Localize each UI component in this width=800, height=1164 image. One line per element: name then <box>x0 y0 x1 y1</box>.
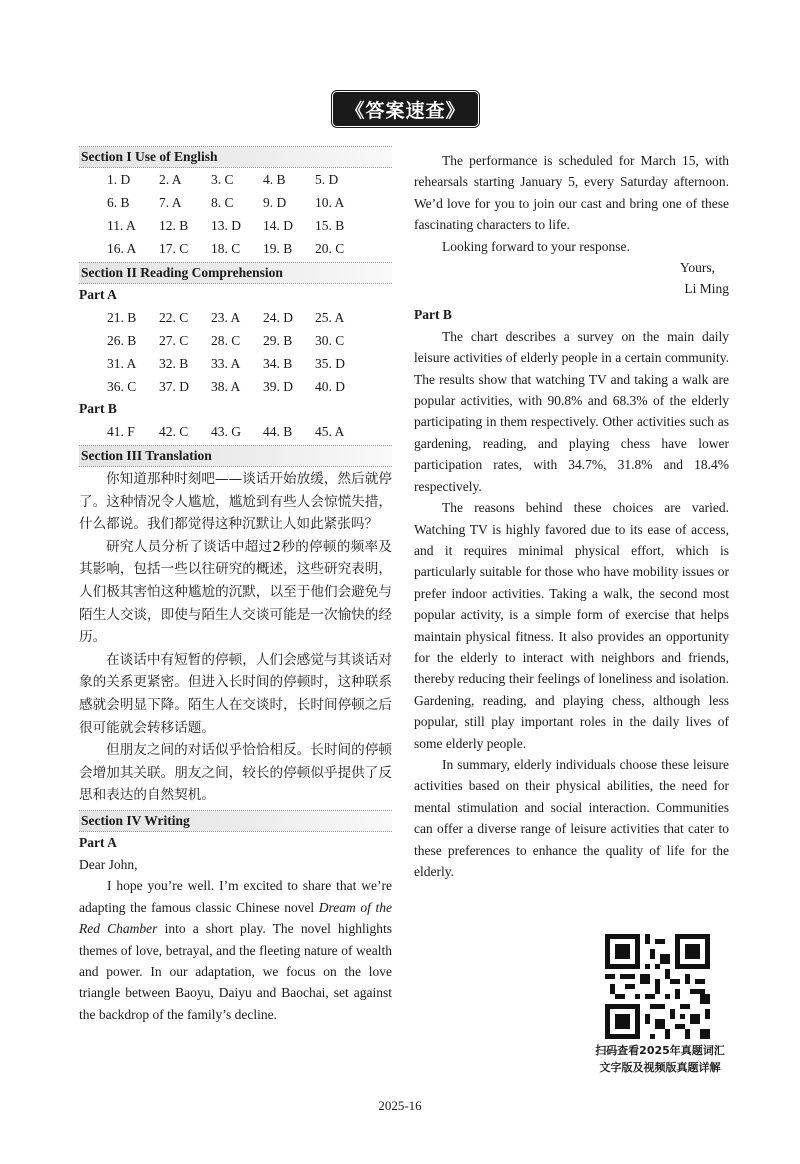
translation-text <box>79 468 392 807</box>
answer-item: 4. B <box>263 172 286 187</box>
novel-title: Dream of the Red Chamber <box>79 899 392 937</box>
answer-item: 9. D <box>263 195 287 210</box>
banner-title: 《答案速查》 <box>345 99 466 122</box>
answer-row <box>79 306 392 329</box>
letter-signature: Li Ming <box>684 281 729 297</box>
qr-caption-line: 文字版及视频版真题详解 <box>599 1061 721 1074</box>
answer-item: 41. F <box>107 424 135 439</box>
left-column <box>79 146 392 1025</box>
answer-item: 30. C <box>315 333 345 348</box>
section-2-part-a-answers <box>79 306 392 398</box>
answer-item: 5. D <box>315 172 339 187</box>
section-4-part-a: Part A <box>79 834 117 850</box>
answer-item: 21. B <box>107 310 137 325</box>
translation-paragraph: 在谈话中有短暂的停顿，人们会感觉与其谈话对象的关系更紧密。但进入长时间的停顿时，这种联系感就会明显下降。陌生人在交谈时，长时间停顿之后很可能就会转移话题。 <box>79 651 392 736</box>
answer-item: 22. C <box>159 310 189 325</box>
letter-closing: Yours, <box>679 260 715 276</box>
answer-row <box>79 214 392 237</box>
letter-salutation: Dear John, <box>79 856 138 872</box>
answer-item: 24. D <box>263 310 293 325</box>
answer-item: 20. C <box>315 241 345 256</box>
answer-item: 3. C <box>211 172 234 187</box>
answer-item: 32. B <box>159 356 189 371</box>
answer-item: 36. C <box>107 379 137 394</box>
answer-item: 42. C <box>159 424 189 439</box>
answer-item: 18. C <box>211 241 241 256</box>
answer-row <box>79 191 392 214</box>
essay-paragraph: In summary, elderly individuals choose these leisure activities based on their physical abilities, the need for mental stimulation and social interaction. Communities can offer a diverse range of leisure activities that cater to these preferences to enhance the quality of life for the elderly. <box>414 756 729 879</box>
answer-item: 19. B <box>263 241 293 256</box>
answer-item: 28. C <box>211 333 241 348</box>
answer-item: 37. D <box>159 379 189 394</box>
answer-item: 26. B <box>107 333 137 348</box>
qr-caption-line: 扫码查看2025年真题词汇 <box>595 1044 725 1057</box>
answer-item: 10. A <box>315 195 345 210</box>
answer-item: 31. A <box>107 356 137 371</box>
answer-item: 15. B <box>315 218 345 233</box>
page-number: 2025-16 <box>378 1098 422 1113</box>
section-1-answers <box>79 168 392 260</box>
answer-item: 43. G <box>211 424 241 439</box>
answer-item: 7. A <box>159 195 182 210</box>
translation-paragraph: 但朋友之间的对话似乎恰恰相反。长时间的停顿会增加其关联。朋友之间，较长的停顿似乎提供了反思和表达的自然契机。 <box>79 742 392 804</box>
answer-row <box>79 352 392 375</box>
section-1-heading: Section I Use of English <box>79 146 392 168</box>
answer-row <box>79 375 392 398</box>
section-3-heading: Section III Translation <box>79 445 392 467</box>
section-2-part-b: Part B <box>79 401 117 416</box>
answer-item: 38. A <box>211 379 241 394</box>
answer-item: 17. C <box>159 241 189 256</box>
letter-paragraph-2: The performance is scheduled for March 15, with rehearsals starting January 5, every Saturday afternoon. We’d love for you to join our cast and bring one of these fascinating characters to life. <box>414 153 729 233</box>
answer-row <box>79 420 392 443</box>
qr-caption <box>580 1042 740 1076</box>
answer-item: 45. A <box>315 424 345 439</box>
letter-paragraph-3: Looking forward to your response. <box>442 238 630 254</box>
answer-item: 8. C <box>211 195 234 210</box>
answer-item: 6. B <box>107 195 130 210</box>
translation-paragraph: 你知道那种时刻吧——谈话开始放缓，然后就停了。这种情况令人尴尬，尴尬到有些人会惊慌失措，什么都说。我们都觉得这种沉默让人如此紧张吗？ <box>79 471 392 533</box>
answer-item: 11. A <box>107 218 136 233</box>
answer-item: 44. B <box>263 424 293 439</box>
answer-item: 16. A <box>107 241 137 256</box>
answer-item: 29. B <box>263 333 293 348</box>
answer-item: 34. B <box>263 356 293 371</box>
answer-item: 27. C <box>159 333 189 348</box>
letter-text: into a short play. The novel highlights themes of love, betrayal, and the fleeting nature of wealth and power. In our adaptation, we focus on the love triangle between Baoyu, Daiyu and Baochai, set against the backdrop of the family’s decline. <box>79 921 392 1022</box>
answer-item: 33. A <box>211 356 241 371</box>
answer-row <box>79 329 392 352</box>
right-column <box>414 150 729 882</box>
answer-item: 25. A <box>315 310 345 325</box>
essay-paragraph: The reasons behind these choices are varied. Watching TV is highly favored due to its ease of access, and it requires minimal physical effort, which is particularly suitable for those who have mobility issues or prefer indoor activities. Taking a walk, the second most popular activity, is a simple form of exercise that helps maintain physical fitness. It also provides an opportunity for the elderly to interact with neighbors and friends, thereby reducing their feelings of loneliness and isolation. Gardening, reading, and playing chess, although less popular, still play important roles in the daily lives of some elderly people. <box>414 500 729 751</box>
answer-item: 12. B <box>159 218 189 233</box>
letter-text: I hope you’re well. I’m excited to share that we’re adapting the famous classic Chinese novel <box>79 878 392 915</box>
answer-item: 35. D <box>315 356 345 371</box>
answer-row <box>79 237 392 260</box>
essay-paragraph: The chart describes a survey on the main daily leisure activities of elderly people in a certain community. The results show that watching TV and taking a walk are popular activities, with 90.8% and 68.3% of the elderly participating in them respectively. Other activities such as gardening, reading, and playing chess have lower participation rates, with 34.7%, 31.8% and 18.4% respectively. <box>414 328 729 494</box>
answer-row <box>79 168 392 191</box>
answer-item: 39. D <box>263 379 293 394</box>
answer-item: 2. A <box>159 172 182 187</box>
answer-item: 23. A <box>211 310 241 325</box>
section-4-part-b: Part B <box>414 306 452 322</box>
answer-item: 1. D <box>107 172 131 187</box>
letter-paragraph-1 <box>79 875 392 1025</box>
section-4-heading: Section IV Writing <box>79 810 392 832</box>
section-2-heading: Section II Reading Comprehension <box>79 262 392 284</box>
answer-item: 40. D <box>315 379 345 394</box>
answer-item: 13. D <box>211 218 241 233</box>
qr-code-icon[interactable] <box>605 934 710 1039</box>
answer-banner <box>333 92 478 126</box>
answer-item: 14. D <box>263 218 293 233</box>
translation-paragraph: 研究人员分析了谈话中超过2秒的停顿的频率及其影响，包括一些以往研究的概述，这些研究表明，人们极其害怕这种尴尬的沉默，以至于他们会避免与陌生人交谈，即使与陌生人交谈可能是一次愉快的经历。 <box>79 538 392 646</box>
section-2-part-a: Part A <box>79 287 117 302</box>
